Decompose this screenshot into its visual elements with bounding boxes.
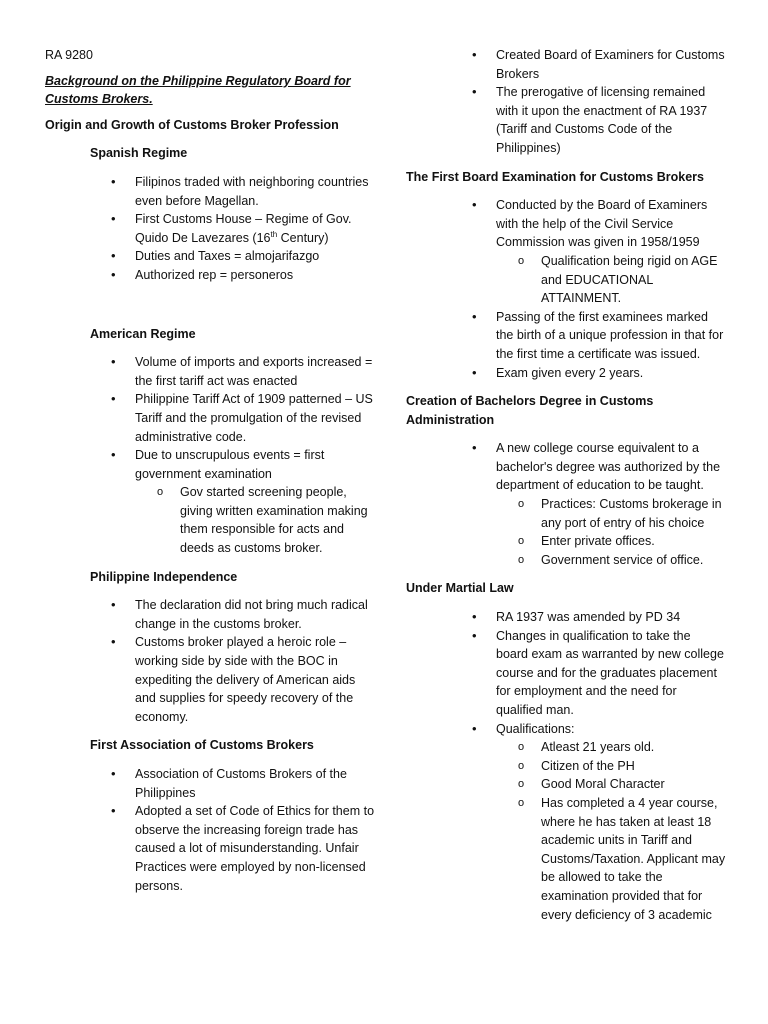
list-item: • The prerogative of licensing remained with it upon the enactment of RA 1937 (Tariff and Customs Code of the Philippines) (496, 83, 726, 157)
list-item-text: Due to unscrupulous events = first government examination (135, 448, 325, 481)
american-regime-heading: American Regime (90, 326, 196, 341)
list-item (135, 210, 375, 247)
origin-heading: Origin and Growth of Customs Broker Profession (45, 117, 339, 132)
list-item-text: Conducted by the Board of Examiners with the help of the Civil Service Commission was given in 1958/1959 (496, 198, 708, 250)
spacer (45, 295, 375, 325)
list-item (496, 439, 726, 569)
list-item: • Customs broker played a heroic role – working side by side with the BOC in expediting the delivery of American aids and supplies for speedy recovery of the economy. (135, 633, 375, 726)
first-exam-sublist (541, 252, 726, 308)
bachelors-heading: Creation of Bachelors Degree in Customs Administration (406, 394, 654, 427)
bachelors-list (496, 439, 726, 569)
independence-heading: Philippine Independence (90, 569, 238, 584)
spanish-regime-list (135, 173, 375, 285)
doc-title: Background on the Philippine Regulatory Board for Customs Brokers. (45, 73, 351, 107)
customs-house-text-end: Century) (277, 230, 329, 245)
first-exam-list (496, 196, 726, 382)
list-item: • RA 1937 was amended by PD 34 (496, 608, 726, 627)
superscript: th (270, 229, 278, 239)
martial-law-list (496, 608, 726, 924)
sub-list-item: o Citizen of the PH (541, 757, 726, 776)
list-item: • Duties and Taxes = almojarifazgo (135, 247, 375, 266)
continued-list (496, 46, 726, 158)
sub-list-item: o Enter private offices. (541, 532, 726, 551)
left-column (45, 46, 375, 905)
customs-house-text: First Customs House – Regime of Gov. Quido De Lavezares (16 (135, 212, 352, 245)
sub-list-item: o Gov started screening people, giving written examination making them responsible for acts and deeds as customs broker. (180, 483, 375, 557)
sub-list-item: o Qualification being rigid on AGE and EDUCATIONAL ATTAINMENT. (541, 252, 726, 308)
qualifications-sublist (541, 738, 726, 924)
sub-list-item: o Has completed a 4 year course, where he has taken at least 18 academic units in Tariff and Customs/Taxation. Applicant may be allowed to take the examination provided that for every deficiency of 3 academic (541, 794, 726, 924)
list-item: • Changes in qualification to take the board exam as warranted by new college course and for the graduates placement for employment and the need for qualified man. (496, 627, 726, 720)
list-item: • Volume of imports and exports increased = the first tariff act was enacted (135, 353, 375, 390)
list-item: • Exam given every 2 years. (496, 364, 726, 383)
spanish-regime-heading: Spanish Regime (90, 146, 188, 161)
list-item: • Created Board of Examiners for Customs Brokers (496, 46, 726, 83)
list-item: • Philippine Tariff Act of 1909 patterned – US Tariff and the promulgation of the revised administrative code. (135, 390, 375, 446)
first-exam-heading: The First Board Examination for Customs Brokers (406, 169, 704, 184)
list-item: • Filipinos traded with neighboring countries even before Magellan. (135, 173, 375, 210)
list-item: • Passing of the first examinees marked the birth of a unique profession in that for the first time a certificate was issued. (496, 308, 726, 364)
list-item-text: A new college course equivalent to a bachelor's degree was authorized by the department of education to be taught. (496, 441, 721, 493)
american-sublist (180, 483, 375, 557)
list-item (496, 720, 726, 925)
list-item-text: Qualifications: (496, 721, 575, 736)
doc-id: RA 9280 (45, 48, 93, 62)
list-item (496, 196, 726, 308)
list-item: • Adopted a set of Code of Ethics for them to observe the increasing foreign trade has caused a lot of misunderstanding. Unfair Practices were employed by non-licensed persons. (135, 802, 375, 895)
list-item: • Association of Customs Brokers of the Philippines (135, 765, 375, 802)
american-regime-list (135, 353, 375, 558)
sub-list-item: o Practices: Customs brokerage in any port of entry of his choice (541, 495, 726, 532)
association-list (135, 765, 375, 895)
sub-list-item: o Government service of office. (541, 551, 726, 570)
list-item: • The declaration did not bring much radical change in the customs broker. (135, 596, 375, 633)
sub-list-item: o Atleast 21 years old. (541, 738, 726, 757)
list-item: • Authorized rep = personeros (135, 266, 375, 285)
association-heading: First Association of Customs Brokers (90, 738, 314, 753)
sub-list-item: o Good Moral Character (541, 775, 726, 794)
independence-list (135, 596, 375, 726)
martial-law-heading: Under Martial Law (406, 581, 514, 596)
list-item (135, 446, 375, 558)
right-column (406, 46, 726, 934)
bachelors-sublist (541, 495, 726, 569)
